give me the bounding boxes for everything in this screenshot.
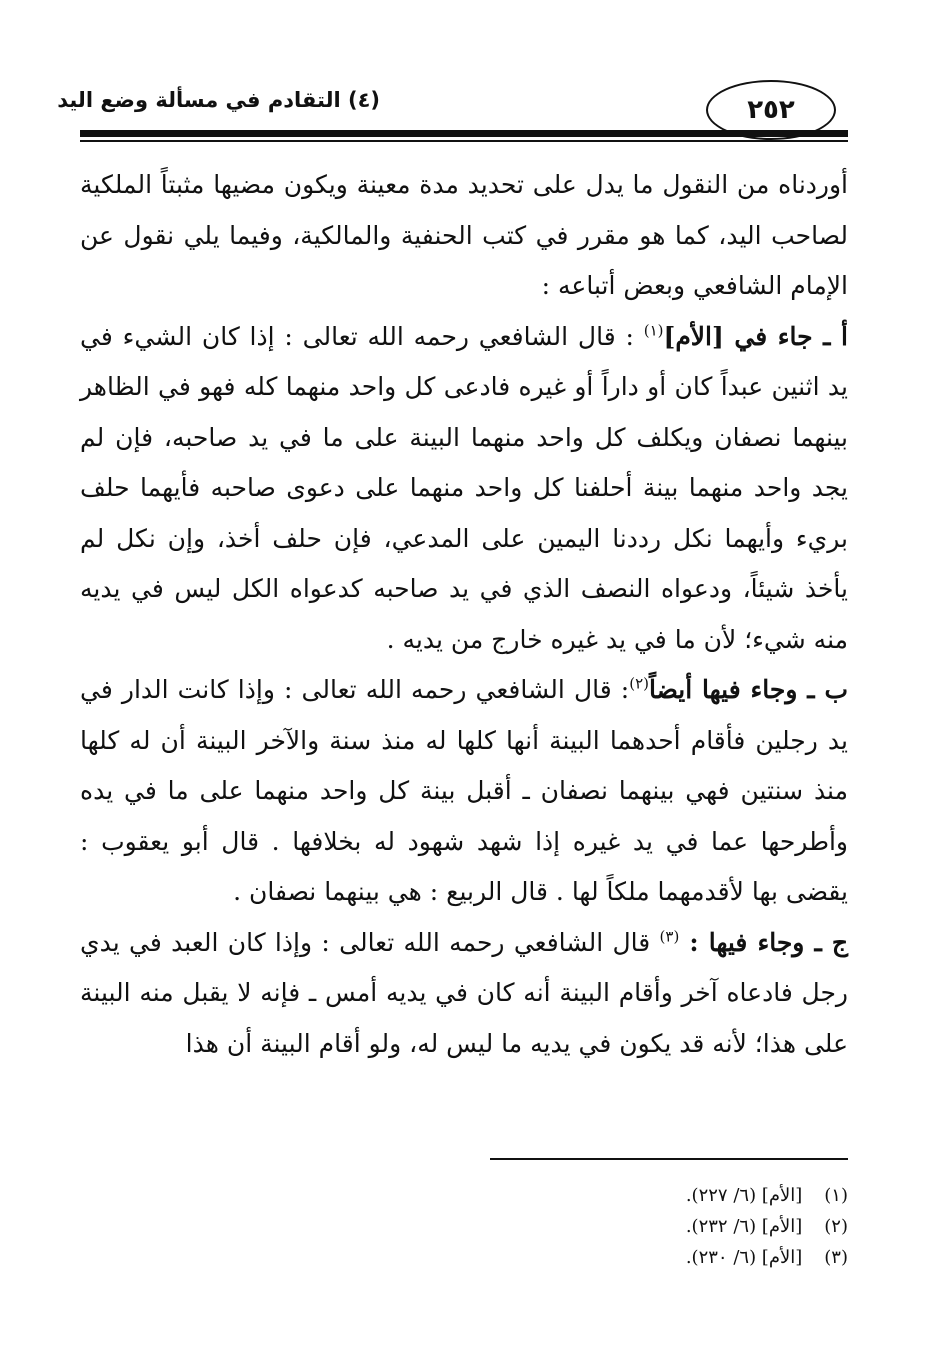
footnote-text: [الأم] (٦/ ٢٣٠). (685, 1247, 803, 1268)
footnote-1 (480, 1180, 848, 1211)
running-title: (٤) التقادم في مسألة وضع اليد (57, 88, 380, 112)
paragraph-b-lead: ب ـ وجاء فيها أيضاً (648, 675, 848, 704)
footnote-ref-3[interactable]: (٣) (659, 927, 680, 946)
footnote-2 (480, 1211, 848, 1242)
header-rule-thin (80, 140, 848, 142)
footnote-text: [الأم] (٦/ ٢٢٧). (685, 1185, 803, 1206)
intro-paragraph: أوردناه من النقول ما يدل على تحديد مدة معينة ويكون مضيها مثبتاً الملكية لصاحب اليد، كما هو مقرر في كتب الحنفية والمالكية، وفيما يلي نقول عن الإمام الشافعي وبعض أتباعه : (80, 170, 848, 300)
paragraph-c (80, 918, 848, 1070)
footnotes (480, 1180, 848, 1273)
paragraph-c-lead: ج ـ وجاء فيها : (679, 927, 848, 957)
paragraph-b (80, 665, 848, 918)
body-text (80, 160, 848, 1069)
footnote-number: (١) (824, 1185, 848, 1206)
paragraph-a (80, 312, 848, 666)
paragraph-a-lead: أ ـ جاء في [الأم] (663, 321, 848, 351)
paragraph-a-text: : قال الشافعي رحمه الله تعالى : إذا كان الشيء في يد اثنين عبداً كان أو داراً أو غيره فادعى كل واحد منهما كله فهو في الظاهر بينهما نصفان ويكلف كل واحد منهما البينة على ما في يد صاحبه، فإن لم يجد واحد منهما بينة أحلفنا كل واحد منهما على دعوى صاحبه فأيهما حلف بريء وأيهما نكل رددنا اليمين على المدعي، فإن حلف أخذ، وإن نكل لم يأخذ شيئاً، ودعواه النصف الذي في يد صاحبه كدعواه الكل ليس في يديه منه شيء؛ لأن ما في يد غيره خارج من يديه . (80, 321, 848, 654)
paragraph-c-text: قال الشافعي رحمه الله تعالى : وإذا كان العبد في يدي رجل فادعاه آخر وأقام البينة أنه كان في يديه أمس ـ فإنه لا يقبل منه البينة على هذا؛ لأنه قد يكون في يديه ما ليس له، ولو أقام البينة أن هذا (80, 927, 848, 1058)
footnote-ref-1[interactable]: (١) (643, 321, 664, 340)
footnote-number: (٢) (824, 1216, 848, 1237)
footnote-3 (480, 1242, 848, 1273)
footnote-text: [الأم] (٦/ ٢٣٢). (685, 1216, 803, 1237)
footnote-ref-2[interactable]: (٢) (629, 674, 649, 693)
page-number: ٢٥٢ (747, 95, 795, 125)
footnote-rule (490, 1158, 848, 1160)
footnote-number: (٣) (824, 1247, 848, 1268)
header-rule (80, 130, 848, 137)
paragraph-b-text: : قال الشافعي رحمه الله تعالى : وإذا كانت الدار في يد رجلين فأقام أحدهما البينة أنها كلها له منذ سنة والآخر البينة أن له كلها منذ سنتين فهي بينهما نصفان ـ أقبل بينة كل واحد منهما على ما في يده وأطرحها عما في يد غيره إذا شهد شهود له بخلافها . قال أبو يعقوب : يقضى بها لأقدمهما ملكاً لها . قال الربيع : هي بينهما نصفان . (80, 675, 848, 906)
